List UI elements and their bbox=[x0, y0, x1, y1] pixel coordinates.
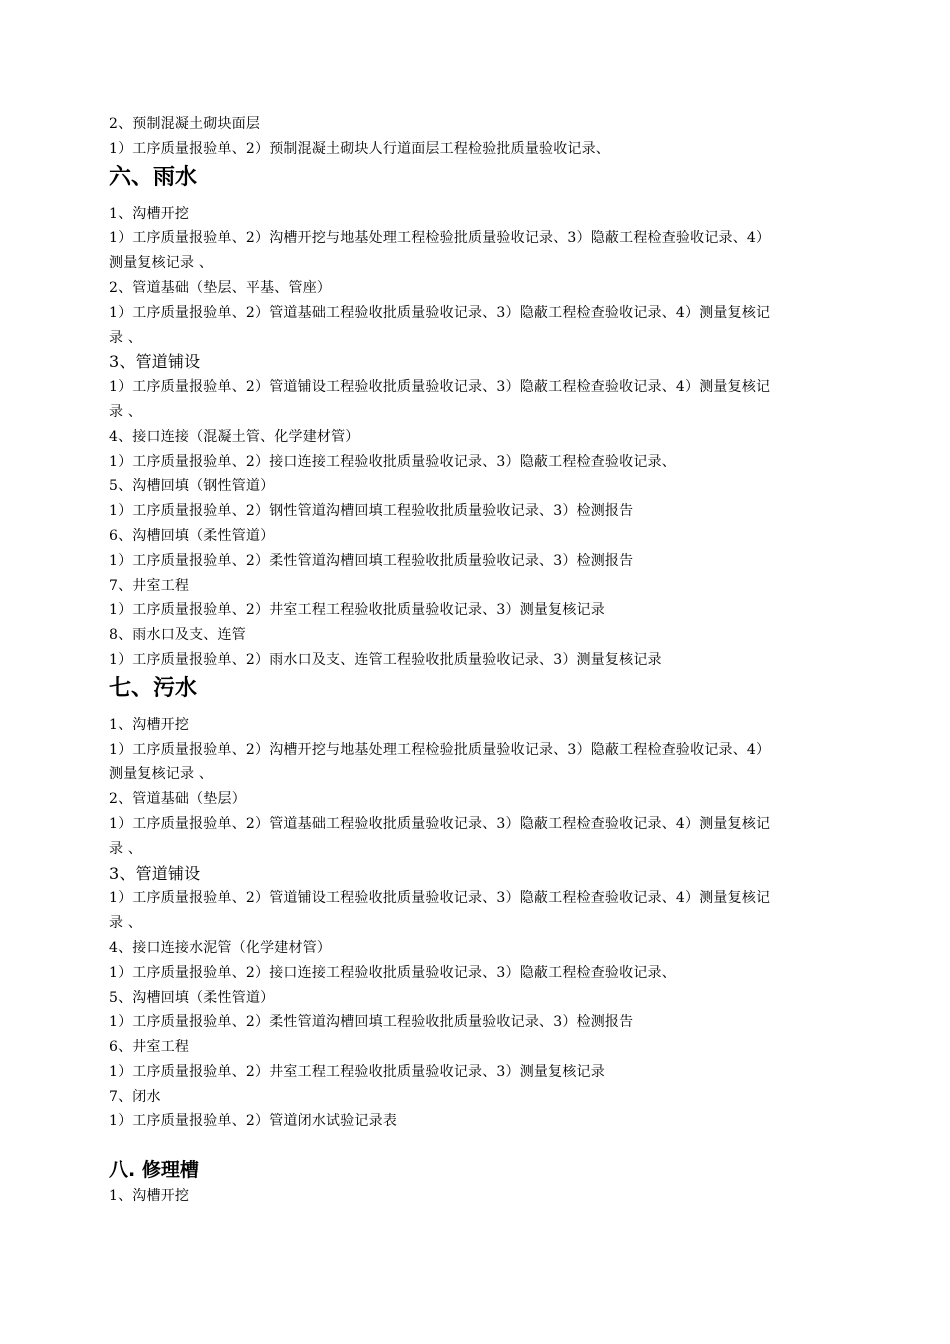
text-line: 4、接口连接水泥管（化学建材管） bbox=[109, 939, 332, 956]
text-line: 1）工序质量报验单、2）井室工程工程验收批质量验收记录、3）测量复核记录 bbox=[109, 1063, 605, 1080]
text-line: 1）工序质量报验单、2）管道基础工程验收批质量验收记录、3）隐蔽工程检查验收记录、4）测量复核记 bbox=[109, 815, 771, 832]
section-heading: 七、污水 bbox=[109, 675, 198, 701]
text-line: 1）工序质量报验单、2）沟槽开挖与地基处理工程检验批质量验收记录、3）隐蔽工程检查验收记录、4） bbox=[109, 230, 771, 247]
section-heading: 六、雨水 bbox=[109, 164, 198, 190]
text-line: 1、沟槽开挖 bbox=[109, 205, 190, 222]
text-line: 1）工序质量报验单、2）管道基础工程验收批质量验收记录、3）隐蔽工程检查验收记录、4）测量复核记 bbox=[109, 304, 771, 321]
text-line: 4、接口连接（混凝土管、化学建材管） bbox=[109, 428, 360, 445]
subsection-title: 3、管道铺设 bbox=[109, 863, 201, 883]
section-heading: 八. 修理槽 bbox=[109, 1159, 199, 1182]
text-line: 测量复核记录 、 bbox=[109, 255, 214, 272]
text-line: 6、井室工程 bbox=[109, 1039, 190, 1056]
text-line: 5、沟槽回填（钢性管道） bbox=[109, 478, 275, 495]
text-line: 2、管道基础（垫层） bbox=[109, 791, 246, 808]
text-line: 1）工序质量报验单、2）井室工程工程验收批质量验收记录、3）测量复核记录 bbox=[109, 602, 605, 619]
text-line: 1）工序质量报验单、2）柔性管道沟槽回填工程验收批质量验收记录、3）检测报告 bbox=[109, 1014, 634, 1031]
text-line: 录 、 bbox=[109, 403, 143, 420]
text-line: 5、沟槽回填（柔性管道） bbox=[109, 989, 275, 1006]
text-line: 2、预制混凝土砌块面层 bbox=[109, 116, 261, 132]
text-line: 录 、 bbox=[109, 840, 143, 857]
text-line: 录 、 bbox=[109, 329, 143, 346]
text-line: 7、闭水 bbox=[109, 1088, 161, 1105]
text-line: 1、沟槽开挖 bbox=[109, 1188, 190, 1205]
text-line: 7、井室工程 bbox=[109, 577, 190, 594]
document-body bbox=[109, 112, 854, 1209]
text-line: 1）工序质量报验单、2）管道铺设工程验收批质量验收记录、3）隐蔽工程检查验收记录、4）测量复核记 bbox=[109, 379, 771, 396]
text-line: 1、沟槽开挖 bbox=[109, 716, 190, 733]
subsection-title: 3、管道铺设 bbox=[109, 352, 201, 372]
text-line: 1）工序质量报验单、2）雨水口及支、连管工程验收批质量验收记录、3）测量复核记录 bbox=[109, 651, 662, 668]
text-line: 1）工序质量报验单、2）预制混凝土砌块人行道面层工程检验批质量验收记录、 bbox=[109, 140, 611, 157]
text-line: 2、管道基础（垫层、平基、管座） bbox=[109, 279, 332, 296]
text-line: 1）工序质量报验单、2）钢性管道沟槽回填工程验收批质量验收记录、3）检测报告 bbox=[109, 503, 634, 520]
text-line: 测量复核记录 、 bbox=[109, 766, 214, 783]
text-line: 1）工序质量报验单、2）管道闭水试验记录表 bbox=[109, 1113, 398, 1130]
text-line: 1）工序质量报验单、2）管道铺设工程验收批质量验收记录、3）隐蔽工程检查验收记录、4）测量复核记 bbox=[109, 890, 771, 907]
text-line: 1）工序质量报验单、2）接口连接工程验收批质量验收记录、3）隐蔽工程检查验收记录、 bbox=[109, 453, 676, 470]
text-line: 1）工序质量报验单、2）接口连接工程验收批质量验收记录、3）隐蔽工程检查验收记录、 bbox=[109, 964, 676, 981]
text-line: 1）工序质量报验单、2）沟槽开挖与地基处理工程检验批质量验收记录、3）隐蔽工程检查验收记录、4） bbox=[109, 741, 771, 758]
text-line: 6、沟槽回填（柔性管道） bbox=[109, 527, 275, 544]
text-line: 8、雨水口及支、连管 bbox=[109, 627, 246, 644]
text-line: 录 、 bbox=[109, 915, 143, 932]
text-line: 1）工序质量报验单、2）柔性管道沟槽回填工程验收批质量验收记录、3）检测报告 bbox=[109, 552, 634, 569]
